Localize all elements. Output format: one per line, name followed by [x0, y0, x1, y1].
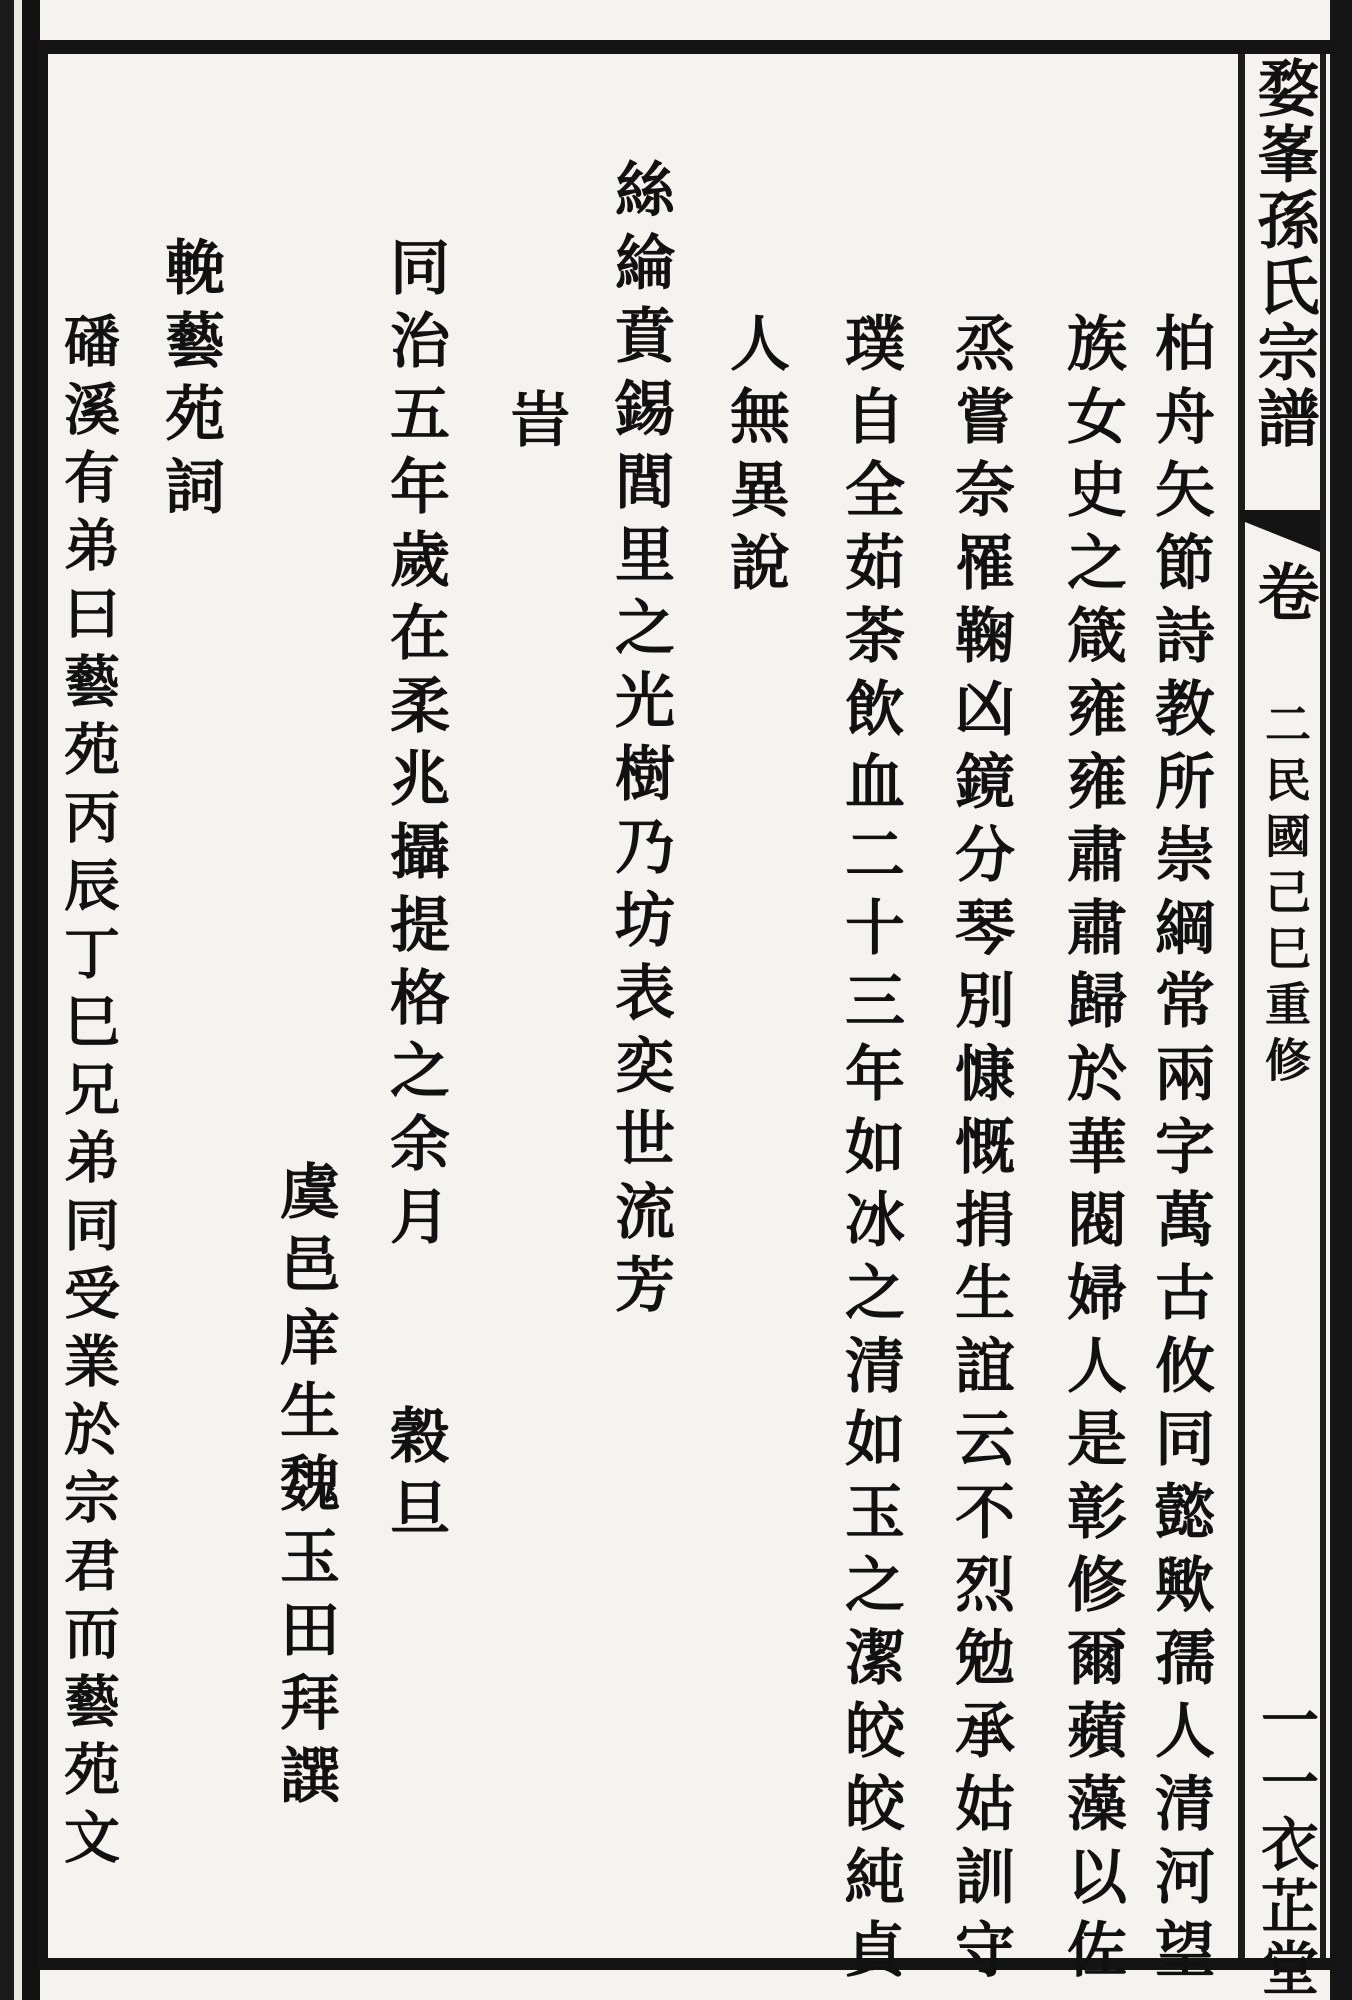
margin-page-number: 一一衣芷堂 — [1251, 1690, 1319, 2000]
margin-column-rule — [1238, 54, 1245, 1958]
text-column-1: 柏舟矢節詩教所崇綱常兩字萬古攸同懿歟孺人清河望 — [1145, 312, 1215, 1991]
frame-top-border — [38, 40, 1330, 54]
margin-juan: 卷 — [1247, 560, 1320, 628]
fish-tail-mark-icon — [1240, 510, 1320, 552]
frame-bottom-border — [38, 1958, 1330, 1970]
text-column-9: 虞邑庠生魏玉田拜譔 — [270, 1160, 340, 1817]
text-column-6: 絲綸賁錫閭里之光樹乃坊表奕世流芳 — [605, 158, 675, 1326]
text-column-8: 同治五年歲在柔兆攝提格之余月 穀旦 — [380, 236, 450, 1550]
frame-left-border — [38, 40, 48, 1970]
margin-column-rule-outer — [1320, 54, 1326, 1958]
text-column-11: 磻溪有弟曰藝苑丙辰丁巳兄弟同受業於宗君而藝苑文 — [55, 312, 121, 1876]
text-column-3: 烝嘗奈罹鞠凶鏡分琴別慷慨捐生誼云不烈勉承姑訓守 — [945, 312, 1015, 1991]
text-column-7: 旹 — [500, 388, 570, 461]
text-column-4: 璞自全茹荼飲血二十三年如冰之清如玉之潔皎皎純貞 — [835, 312, 905, 1991]
text-column-10: 輓藝苑詞 — [155, 236, 225, 528]
text-column-5: 人無異說 — [720, 312, 790, 604]
margin-edition: 二民國己巳重修 — [1258, 700, 1312, 1092]
right-edge — [1330, 0, 1352, 2000]
margin-title: 婺峯孫氏宗譜 — [1247, 56, 1320, 452]
text-column-2: 族女史之箴雍雍肅肅歸於華閥婦人是彰修爾蘋藻以佐 — [1057, 312, 1127, 1991]
